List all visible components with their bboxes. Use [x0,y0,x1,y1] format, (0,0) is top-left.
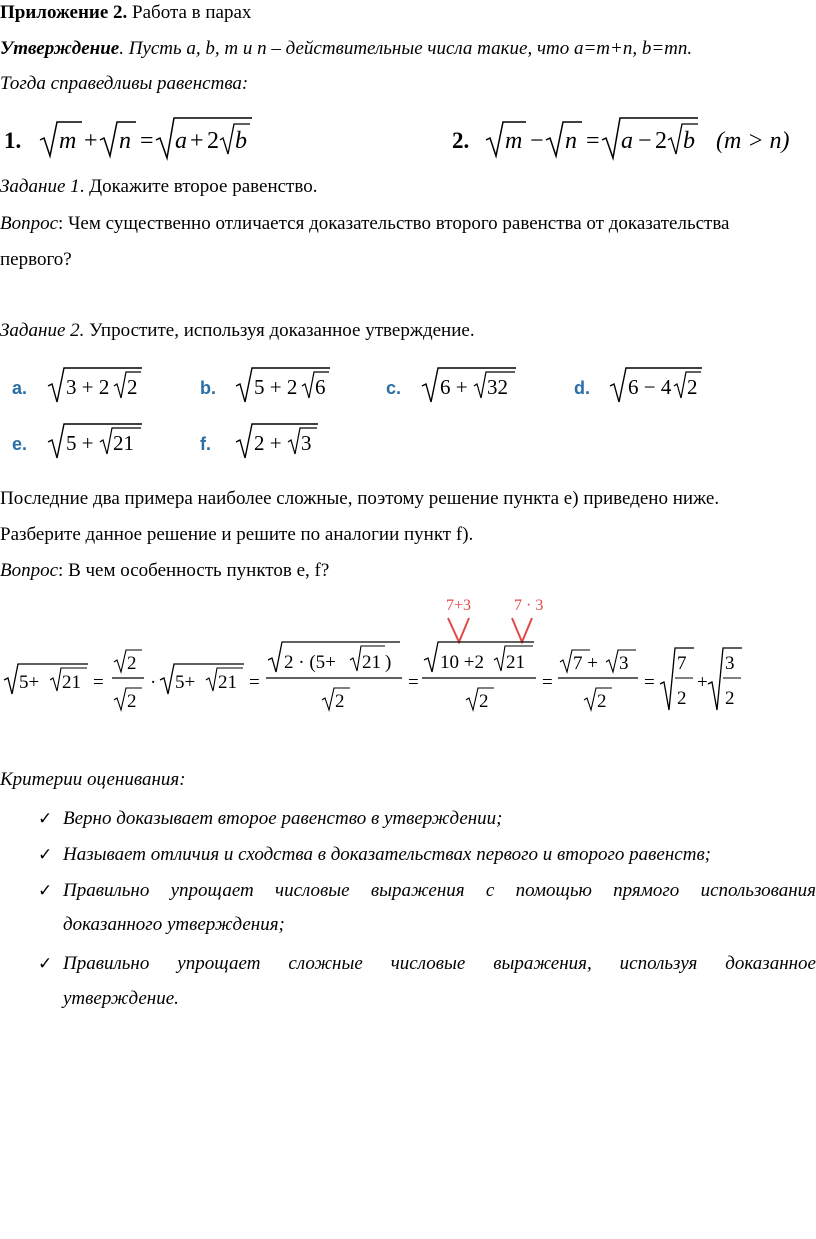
criteria-item [38,839,816,871]
task-1 [0,176,317,198]
question-1-label: Вопрос [0,213,59,234]
checkmark-icon: ✓ [38,809,53,829]
annotation-arrow [512,618,532,642]
solution-close-paren: ) [385,652,392,673]
plus-sign: + [697,672,708,693]
criteria-text: доказанного утверждения; [63,914,285,935]
solution-inner-radicand: 21 [218,672,237,693]
criteria-item [38,803,816,835]
criteria-title: Критерии оценивания: [0,769,186,790]
solution-denominator: 2 [597,691,607,712]
final-num: 7 [677,653,687,674]
equals-sign: = [140,128,154,154]
var-m: m [59,128,77,154]
criteria-text: Правильно упрощает сложные числовые выражения, используя доказанное [63,953,816,974]
appendix-title: Работа в парах [127,2,252,23]
coef-two: 2 [207,128,219,154]
checkmark-icon: ✓ [38,845,53,865]
solution-inner-radicand: 21 [62,672,81,693]
statement-line-2: Тогда справедливы равенства: [0,73,249,94]
solution-denominator: 2 [479,691,489,712]
criteria-text: Называет отличия и сходства в доказательствах первого и второго равенств; [63,844,712,865]
appendix-label: Приложение 2. [0,2,128,23]
solution-inner-radicand: 21 [362,652,381,673]
question-1-cont: первого? [0,249,72,270]
exercise-radicand: 6 + [440,375,468,399]
statement-text: . Пусть a, b, m и n – действительные числа такие, что a=m+n, b=mn. [119,38,693,59]
criteria-text: Верно доказывает второе равенство в утверждении; [63,808,503,829]
exercise-radicand: 6 − 4 [628,375,672,399]
var-n: n [565,128,577,154]
var-b: b [235,128,247,154]
task-2-label: Задание 2. [0,320,85,341]
criteria-text: Правильно упрощает числовые выражения с помощью прямого использования [63,880,816,901]
exercise-f [200,424,318,458]
worked-solution [0,592,816,722]
exercise-label: c. [386,378,402,398]
task-1-text: . Докажите второе равенство. [79,176,318,197]
formula-2-label: 2. [452,128,470,153]
solution-inner-radicand: 3 [619,653,629,674]
solution-radicand: 5+ [19,672,40,693]
equals-sign: = [93,672,104,693]
solution-numerator: 10 +2 [440,652,484,673]
coef-two: 2 [655,128,667,154]
equals-sign: = [644,672,655,693]
var-a: a [175,128,187,154]
equals-sign: = [408,672,419,693]
exercise-d [574,368,702,402]
exercise-c [386,368,516,402]
identity-formulas [0,112,816,170]
exercise-a [12,368,142,402]
exercise-inner-radicand: 2 [127,375,138,399]
solution-denominator: 2 [335,691,345,712]
var-m: m [505,128,523,154]
solution-numerator: 2 · (5+ [284,652,336,673]
checkmark-icon: ✓ [38,881,53,901]
final-num: 3 [725,653,735,674]
exercise-inner-radicand: 21 [113,431,134,455]
exercise-e [12,424,142,458]
minus-sign: − [530,128,544,154]
criteria-item-cont [38,909,816,941]
annotation-product: 7 · 3 [514,597,544,614]
statement-line [0,38,692,60]
equals-sign: = [249,672,260,693]
exercise-list [0,362,816,466]
question-2 [0,560,329,582]
task-2-text: Упростите, используя доказанное утверждение. [84,320,475,341]
paragraph-line-1: Последние два примера наиболее сложные, поэтому решение пункта е) приведено ниже. [0,488,720,509]
equals-sign: = [586,128,600,154]
solution-radicand: 5+ [175,672,196,693]
checkmark-icon: ✓ [38,954,53,974]
exercise-inner-radicand: 32 [487,375,508,399]
question-1-text: : Чем существенно отличается доказательство второго равенства от доказательства [58,213,730,234]
exercise-label: e. [12,434,28,454]
exercise-radicand: 5 + [66,431,94,455]
exercise-label: a. [12,378,28,398]
statement-label: Утверждение [0,38,120,59]
annotation-sum: 7+3 [446,597,472,614]
exercise-b [200,368,330,402]
exercise-radicand: 3 + 2 [66,375,110,399]
criteria-text: утверждение. [63,988,179,1009]
exercise-radicand: 5 + 2 [254,375,298,399]
task-1-label: Задание 1 [0,176,80,197]
question-1 [0,213,730,235]
criteria-item [38,948,816,980]
task-2 [0,320,475,342]
page-header [0,2,251,24]
exercise-label: f. [200,434,211,454]
equals-sign: = [542,672,553,693]
condition: (m > n) [716,128,790,154]
exercise-label: b. [200,378,216,398]
question-2-label: Вопрос [0,560,59,581]
exercise-inner-radicand: 2 [687,375,698,399]
var-b: b [683,128,695,154]
criteria-item [38,875,816,907]
exercise-inner-radicand: 6 [315,375,326,399]
solution-inner-radicand: 21 [506,652,525,673]
criteria-item-cont [38,983,816,1015]
plus-sign: + [84,128,98,154]
final-den: 2 [725,688,735,709]
solution-fraction-den: 2 [127,691,137,712]
formula-1-label: 1. [4,128,22,153]
minus-sign: − [638,128,652,154]
solution-fraction-num: 2 [127,653,137,674]
var-n: n [119,128,131,154]
annotation-arrow [448,618,469,642]
exercise-label: d. [574,378,590,398]
exercise-inner-radicand: 3 [301,431,312,455]
var-a: a [621,128,633,154]
plus-sign: + [190,128,204,154]
paragraph-line-2: Разберите данное решение и решите по аналогии пункт f). [0,524,474,545]
final-den: 2 [677,688,687,709]
exercise-radicand: 2 + [254,431,282,455]
question-2-text: : В чем особенность пунктов е, f? [58,560,330,581]
dot-sign: · [150,672,157,693]
solution-numerator: 7 + [573,653,598,674]
